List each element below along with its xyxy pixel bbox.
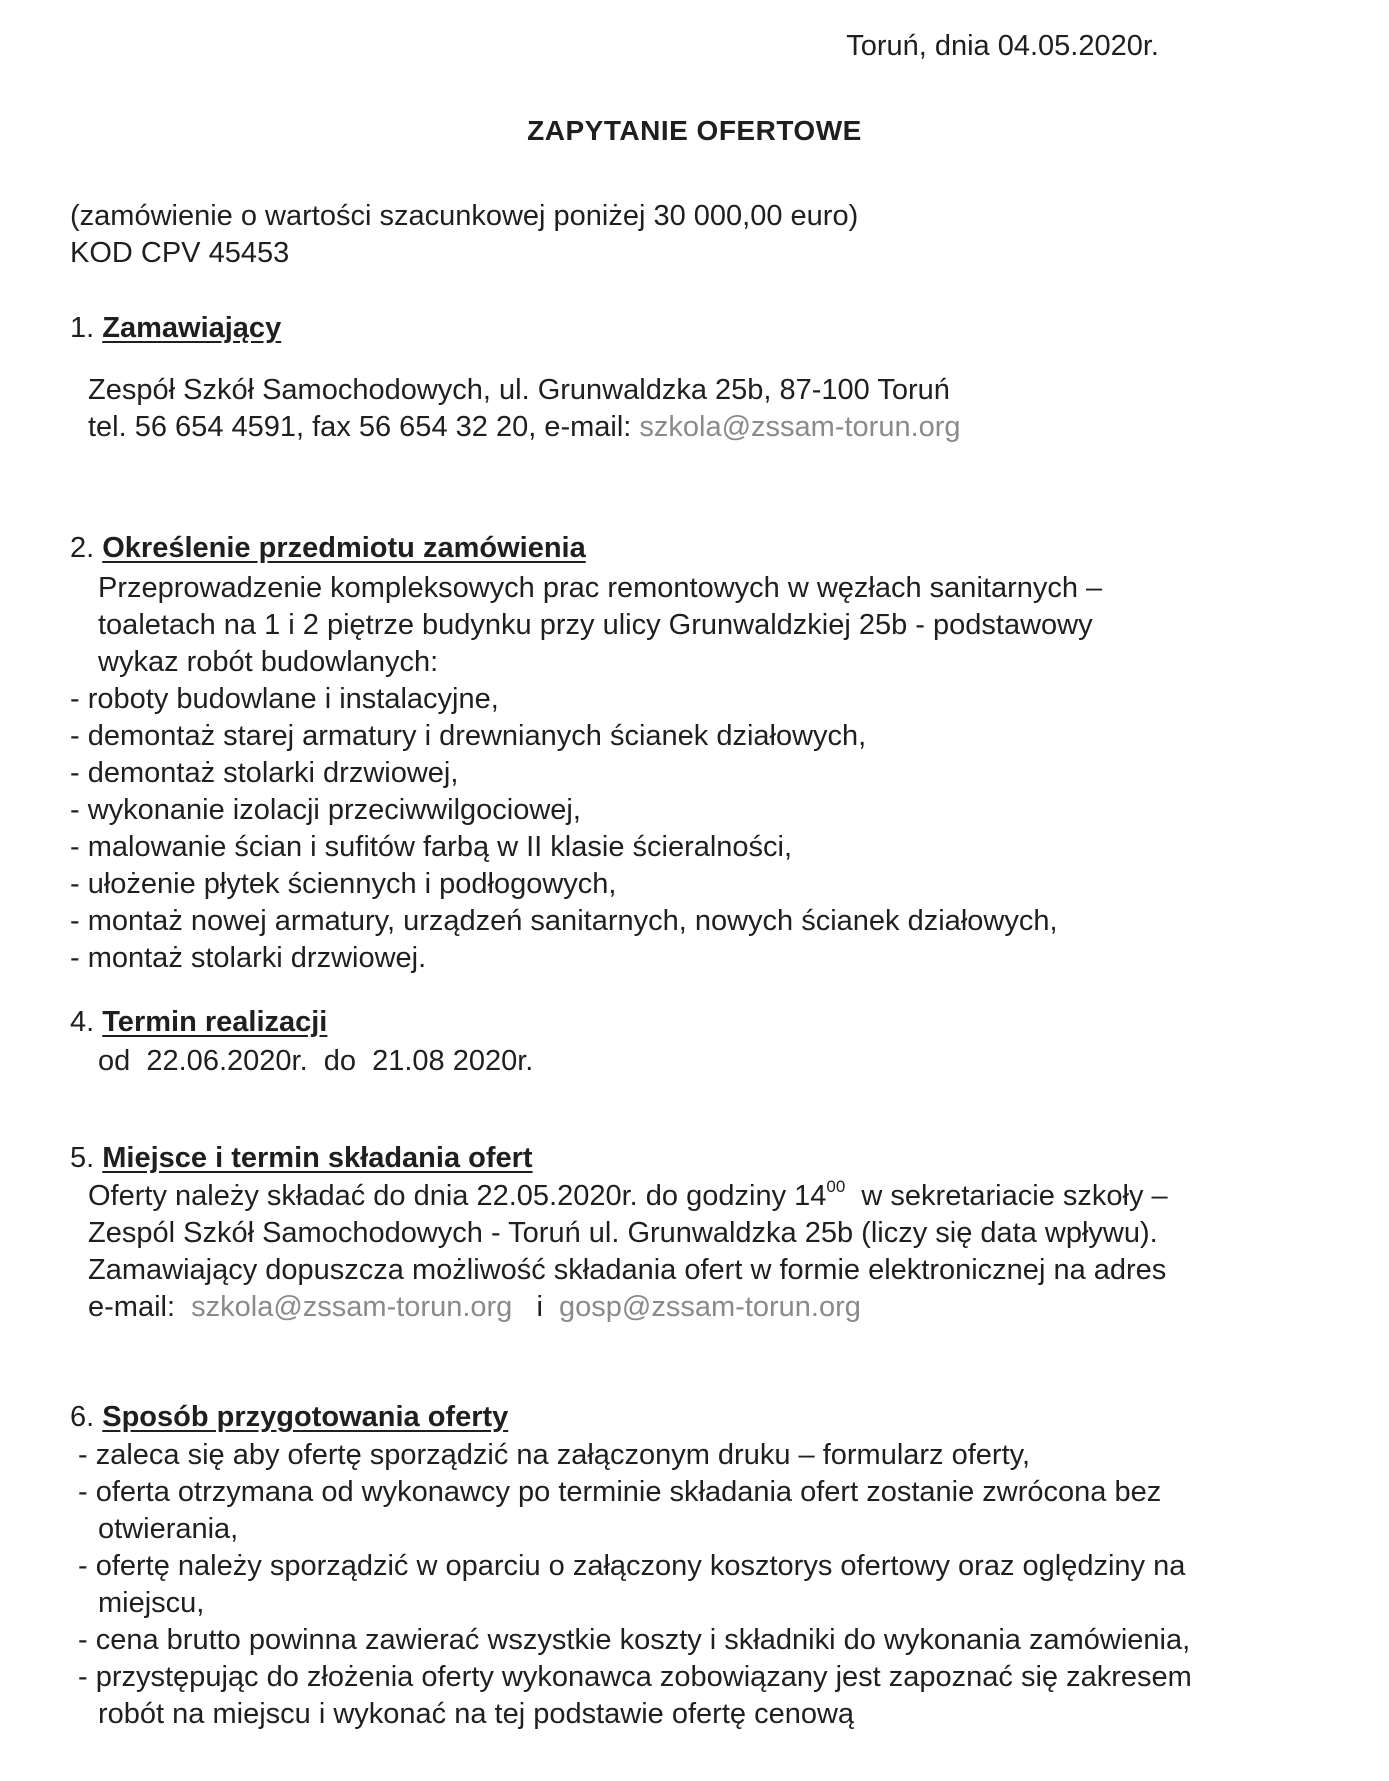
- deadline-text: Oferty należy składać do dnia 22.05.2020r. do godziny 14: [88, 1180, 827, 1212]
- list-item: - malowanie ścian i sufitów farbą w II klasie ścieralności,: [70, 831, 793, 863]
- email-label: e-mail:: [88, 1291, 176, 1323]
- contact-text: tel. 56 654 4591, fax 56 654 32 20, e-mail:: [88, 411, 632, 443]
- list-item-continuation: otwierania,: [98, 1513, 239, 1545]
- works-list: [70, 681, 1058, 977]
- intro-line: Przeprowadzenie kompleksowych prac remontowych w węzłach sanitarnych –: [98, 572, 1103, 604]
- conjunction: i: [536, 1291, 543, 1323]
- section-label: Zamawiający: [102, 312, 282, 344]
- submission-line: Zamawiający dopuszcza możliwość składania ofert w formie elektronicznej na adres: [88, 1254, 1167, 1286]
- orderer-address: Zespół Szkół Samochodowych, ul. Grunwaldzka 25b, 87-100 Toruń: [88, 374, 950, 406]
- list-item: - przystępując do złożenia oferty wykonawca zobowiązany jest zapoznać się zakresem: [78, 1661, 1192, 1693]
- submission-line: [88, 1178, 1168, 1215]
- email-link[interactable]: szkola@zssam-torun.org: [639, 411, 961, 443]
- email-link[interactable]: szkola@zssam-torun.org: [191, 1291, 513, 1323]
- cpv-code: KOD CPV 45453: [70, 237, 290, 269]
- list-item: - roboty budowlane i instalacyjne,: [70, 683, 499, 715]
- list-item: - cena brutto powinna zawierać wszystkie koszty i składniki do wykonania zamówienia,: [78, 1624, 1191, 1656]
- offer-preparation-list: [78, 1437, 1192, 1733]
- section-6-heading: [70, 1399, 508, 1436]
- hour-superscript: 00: [826, 1177, 846, 1197]
- list-item-continuation: robót na miejscu i wykonać na tej podstawie ofertę cenową: [98, 1698, 855, 1730]
- section-5-heading: [70, 1140, 533, 1177]
- section-label: Określenie przedmiotu zamówienia: [102, 532, 586, 564]
- section-label: Miejsce i termin składania ofert: [102, 1142, 533, 1174]
- section-1-heading: [70, 310, 281, 347]
- list-item: - zaleca się aby ofertę sporządzić na załączonym druku – formularz oferty,: [78, 1439, 1031, 1471]
- submission-line: Zespól Szkół Samochodowych - Toruń ul. Grunwaldzka 25b (liczy się data wpływu).: [88, 1217, 1158, 1249]
- section-2-heading: [70, 530, 586, 567]
- submission-line: [88, 1289, 1168, 1326]
- section-4-heading: [70, 1004, 327, 1041]
- email-link[interactable]: gosp@zssam-torun.org: [559, 1291, 861, 1323]
- realization-dates: od 22.06.2020r. do 21.08 2020r.: [98, 1045, 534, 1077]
- section-number: 5.: [70, 1142, 95, 1174]
- section-number: 4.: [70, 1006, 95, 1038]
- document-title: ZAPYTANIE OFERTOWE: [527, 115, 862, 146]
- list-item: - oferta otrzymana od wykonawcy po terminie składania ofert zostanie zwrócona bez: [78, 1476, 1162, 1508]
- value-note: (zamówienie o wartości szacunkowej poniżej 30 000,00 euro): [70, 200, 859, 232]
- intro-line: toaletach na 1 i 2 piętrze budynku przy ulicy Grunwaldzkiej 25b - podstawowy: [98, 609, 1093, 641]
- section-number: 6.: [70, 1401, 95, 1433]
- list-item: - ułożenie płytek ściennych i podłogowych,: [70, 868, 617, 900]
- location-text: w sekretariacie szkoły –: [845, 1180, 1168, 1212]
- list-item-continuation: miejscu,: [98, 1587, 205, 1619]
- scope-intro: [98, 570, 1102, 681]
- submission-details: [88, 1178, 1168, 1326]
- section-label: Sposób przygotowania oferty: [102, 1401, 509, 1433]
- list-item: - demontaż starej armatury i drewnianych ścianek działowych,: [70, 720, 867, 752]
- intro-line: wykaz robót budowlanych:: [98, 646, 439, 678]
- orderer-contact: [88, 409, 961, 446]
- section-number: 2.: [70, 532, 95, 564]
- list-item: - wykonanie izolacji przeciwwilgociowej,: [70, 794, 581, 826]
- list-item: - montaż nowej armatury, urządzeń sanitarnych, nowych ścianek działowych,: [70, 905, 1058, 937]
- document-date: Toruń, dnia 04.05.2020r.: [846, 30, 1159, 62]
- list-item: - ofertę należy sporządzić w oparciu o załączony kosztorys ofertowy oraz oględziny na: [78, 1550, 1186, 1582]
- section-number: 1.: [70, 312, 95, 344]
- section-label: Termin realizacji: [102, 1006, 328, 1038]
- list-item: - demontaż stolarki drzwiowej,: [70, 757, 459, 789]
- list-item: - montaż stolarki drzwiowej.: [70, 942, 427, 974]
